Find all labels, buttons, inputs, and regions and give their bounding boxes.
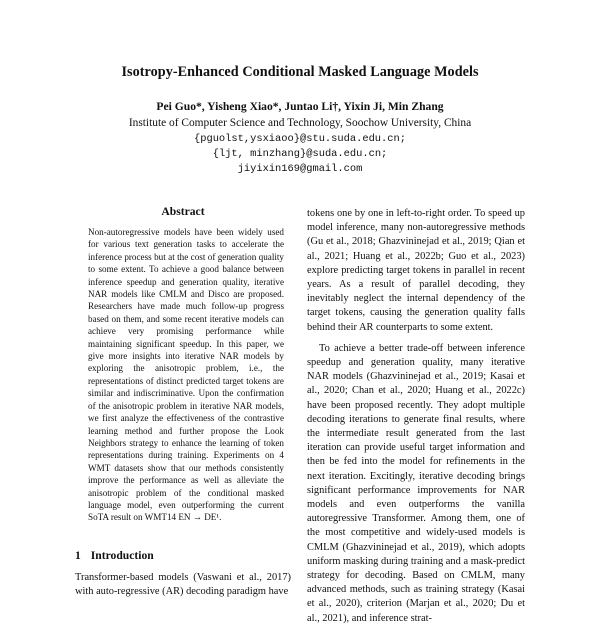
section-heading-introduction [75, 549, 164, 562]
right-column-paragraph-1: tokens one by one in left-to-right order. To speed up model inference, many non-autoregressive methods (Gu et al., 2018; Ghazvininejad et al., 2019; Qian et al., 2021; Huang et al., 2022b; Guo et al., 2023) explore predicting target tokens in parallel in recent years. As a result of parallel decoding, they inevitably neglect the internal dependency of the target tokens, causing the generation quality falls behind their AR counterparts to some extent. [307, 208, 525, 333]
right-column [307, 207, 525, 626]
paper-authors: Pei Guo*, Yisheng Xiao*, Juntao Li†, Yixin Ji, Min Zhang [156, 100, 444, 113]
author-email-2: {ljt, minzhang}@suda.edu.cn; [212, 148, 388, 160]
paper-title: Isotropy-Enhanced Conditional Masked Language Models [121, 64, 479, 80]
abstract-body: Non-autoregressive models have been widely used for various text generation tasks to accelerate the inference process but at the cost of generation quality to some extent. To achieve a good balance between inference speedup and generation quality, iterative NAR models like CMLM and Disco are proposed. Researchers have made much follow-up progress based on them, and some recent iterative models can achieve very promising performance while maintaining significant speedup. In this paper, we give more insights into iterative NAR models by exploring the anisotropic problem, i.e., the representations of distinct predicted target tokens are similar and indiscriminative. Upon the confirmation of the anisotropic problem in iterative NAR models, we first analyze the effectiveness of the contrastive learning method and further propose the Look Neighbors strategy to enhance the learning of token representations during training. Experiments on 4 WMT datasets show that our methods consistently improve the performance as well as alleviate the anisotropic problem of the conditional masked language model, even outperforming the current SoTA result on WMT14 EN → DE¹. [88, 227, 284, 523]
author-email-1: {pguolst,ysxiaoo}@stu.suda.edu.cn; [193, 133, 406, 145]
abstract-heading: Abstract [161, 205, 205, 218]
section-title: Introduction [90, 549, 154, 562]
section-number: 1 [75, 549, 81, 562]
author-email-3: jiyixin169@gmail.com [237, 163, 363, 175]
right-column-paragraph-2: To achieve a better trade-off between inference speedup and generation quality, many iterative NAR models (Ghazvininejad et al., 2019; Kasai et al., 2020; Chan et al., 2020; Huang et al., 2022c) have been proposed recently. They adopt multiple decoding iterations to generate final results, where the intermediate result generated from the last iteration can provide useful target information and then be fed into the model for refinements in the next iteration. Excitingly, iterative decoding brings significant performance improvements for NAR models and even outperforms the vanilla autoregressive Transformer. Among them, one of the most competitive and widely-used models is CMLM (Ghazvininejad et al., 2019), which adopts uniform masking during training and a mask-predict strategy for decoding. Based on CMLM, many advanced methods, such as training strategy (Kasai et al., 2020), criterion (Marjan et al., 2020; Du et al., 2021), and inference strat- [307, 342, 525, 624]
introduction-body-left: Transformer-based models (Vaswani et al., 2017) with auto-regressive (AR) decoding paradigm have [75, 572, 291, 598]
paper-affiliation: Institute of Computer Science and Technology, Soochow University, China [128, 117, 472, 129]
